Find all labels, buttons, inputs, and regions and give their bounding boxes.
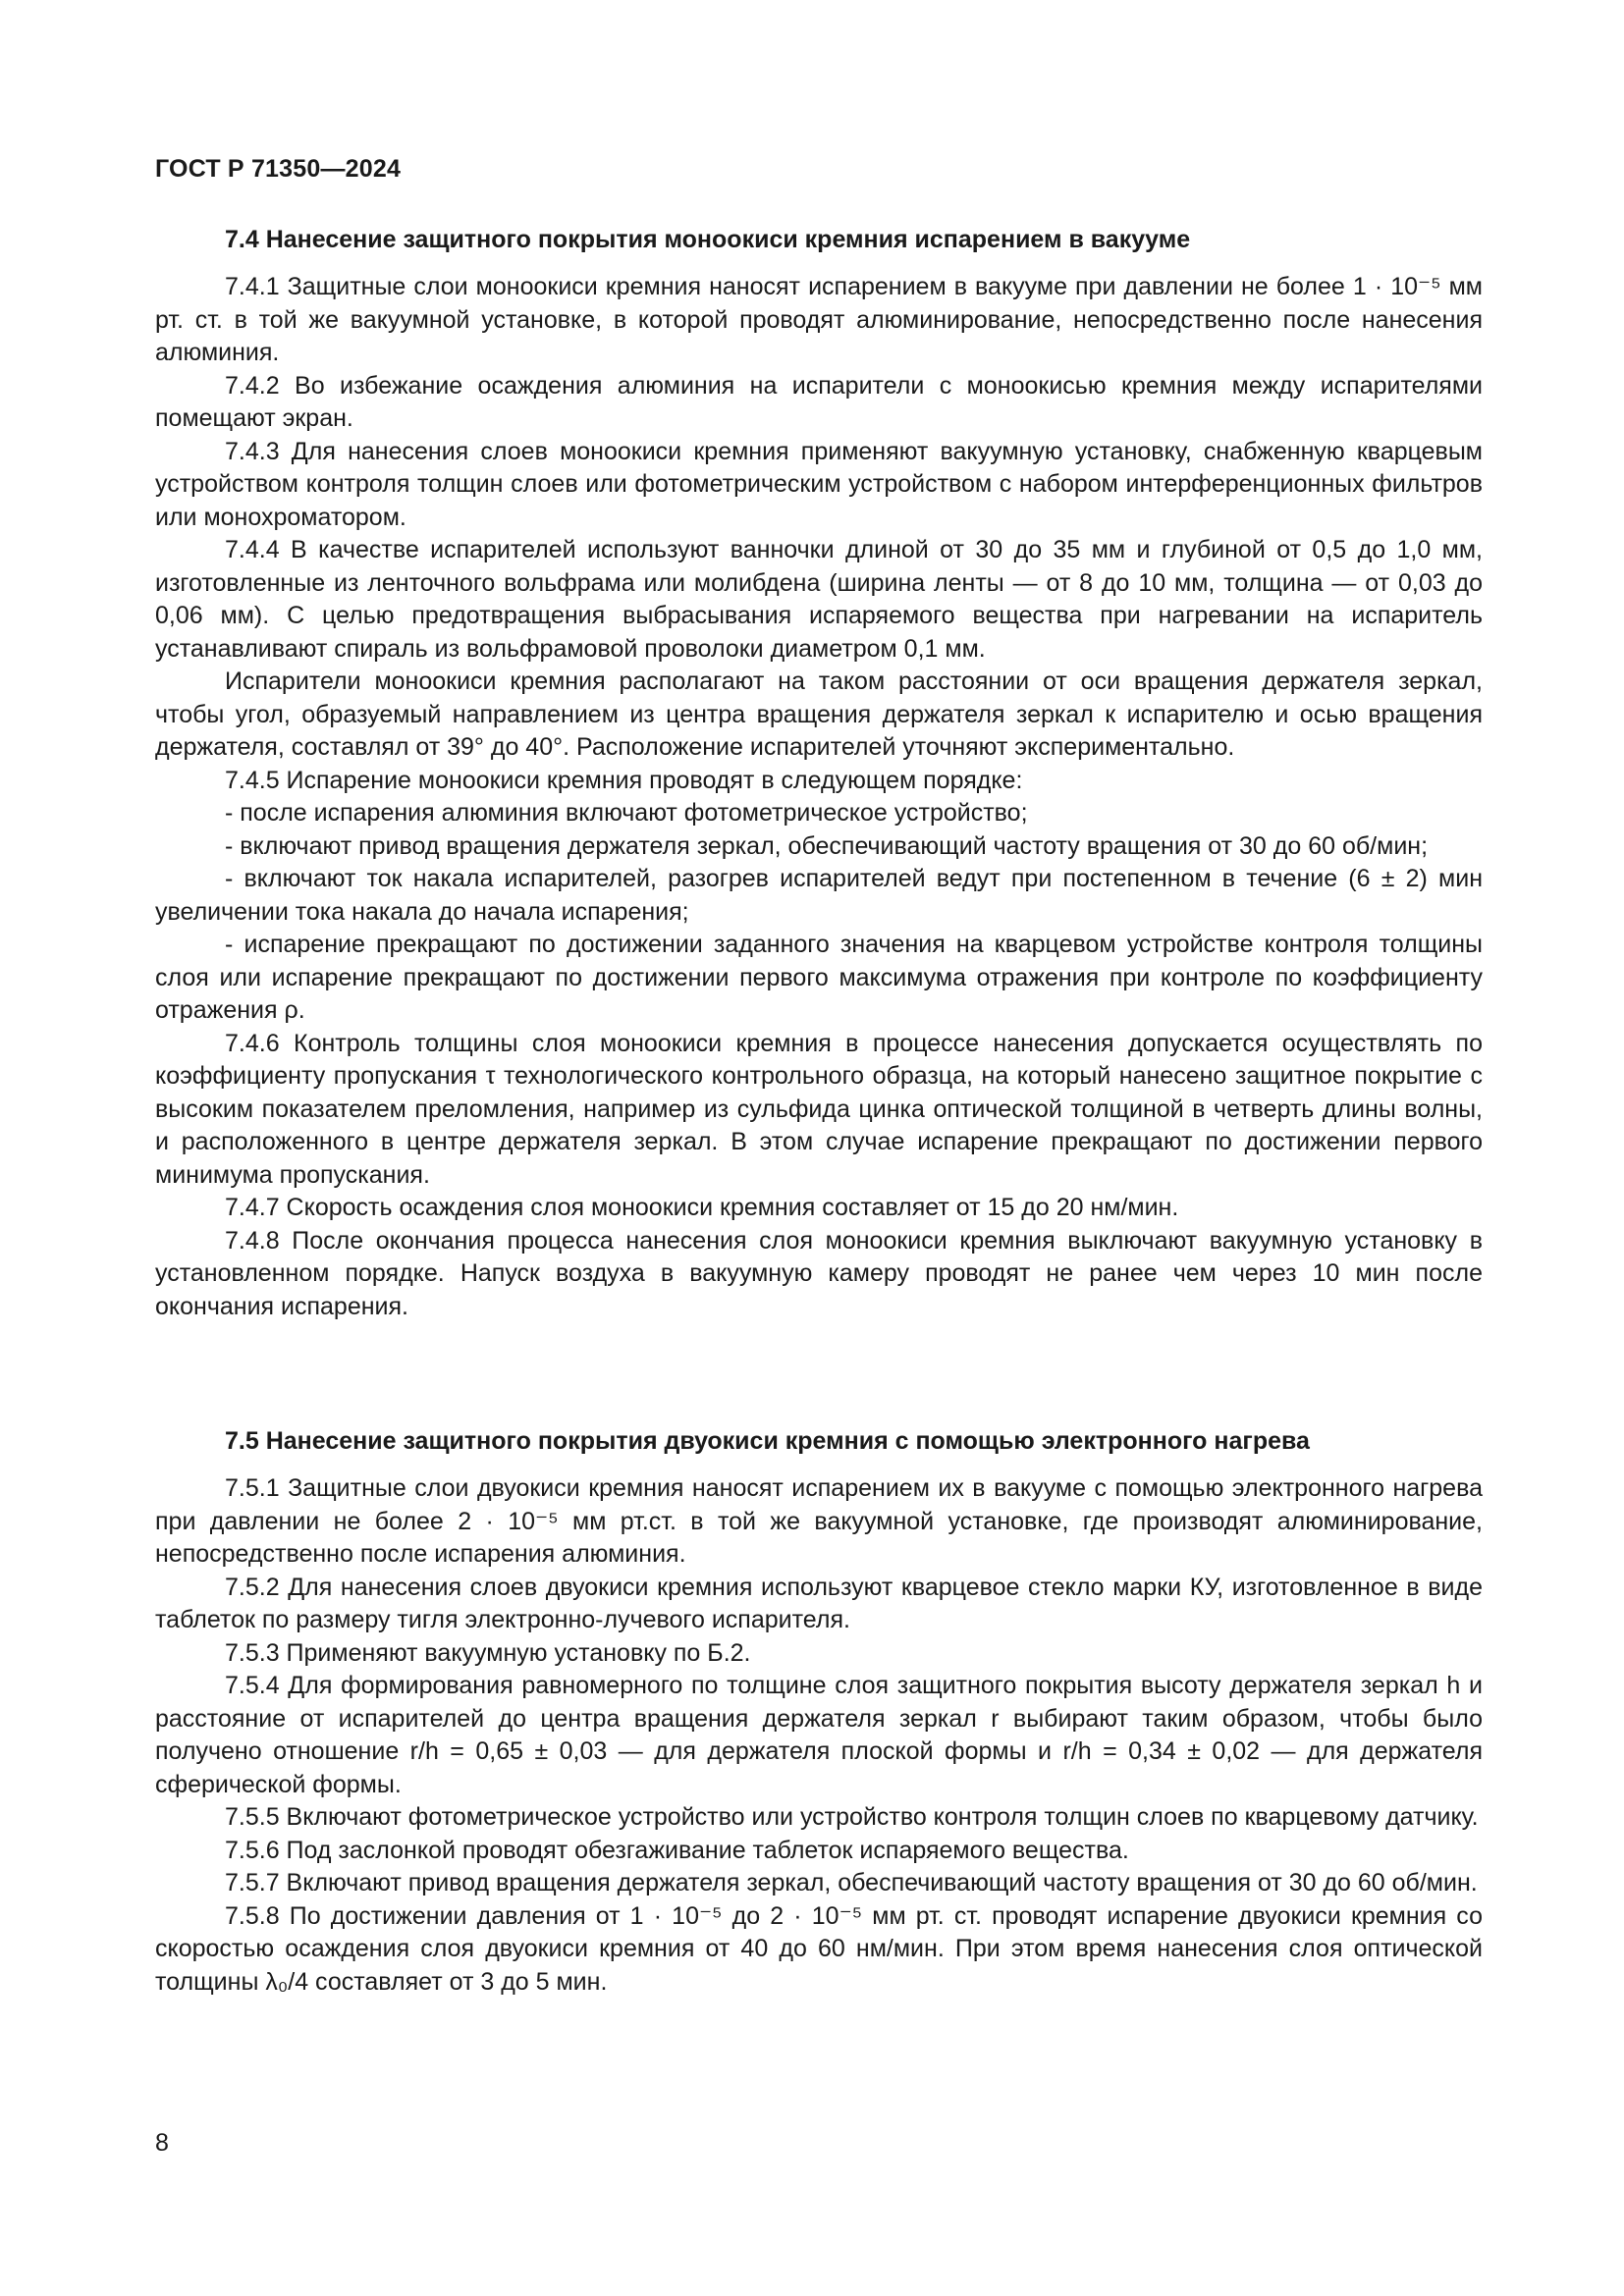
paragraph-7-4-1: 7.4.1 Защитные слои моноокиси кремния наносят испарением в вакууме при давлении не более 1 · 10⁻⁵ мм рт. ст. в той же вакуумной установке, в которой проводят алюминирование, непосредственно после нанесения алюминия. [155,273,1483,366]
paragraph-7-4-4: 7.4.4 В качестве испарителей используют ванночки длиной от 30 до 35 мм и глубиной от 0,5 до 1,0 мм, изготовленные из ленточного вольфрама или молибдена (ширина ленты — от 8 до 10 мм, толщина — от 0,03 до 0,06 мм). С целью предотвращения выбрасывания испаряемого вещества при нагревании на испаритель устанавливают спираль из вольфрамовой проволоки диаметром 0,1 мм. [155,536,1483,663]
paragraph-7-5-1: 7.5.1 Защитные слои двуокиси кремния наносят испарением их в вакууме с помощью электронного нагрева при давлении не более 2 · 10⁻⁵ мм рт.ст. в той же вакуумной установке, где производят алюминирование, непосредственно после испарения алюминия. [155,1474,1483,1568]
paragraph-7-5-4: 7.5.4 Для формирования равномерного по толщине слоя защитного покрытия высоту держателя зеркал h и расстояние от испарителей до центра вращения держателя зеркал r выбирают таким образом, чтобы было получено отношение r/h = 0,65 ± 0,03 — для держателя плоской формы и r/h = 0,34 ± 0,02 — для держателя сферической формы. [155,1672,1483,1798]
section-7-4 [155,224,1483,1323]
page-number: 8 [155,2129,169,2157]
section-7-5 [155,1425,1483,1999]
section-title: 7.4 Нанесение защитного покрытия моноокиси кремния испарением в вакууме [225,226,1191,253]
list-item: - испарение прекращают по достижении заданного значения на кварцевом устройстве контроля толщины слоя или испарение прекращают по достижении первого максимума отражения при контроле по коэффициенту отражения ρ. [155,931,1483,1024]
paragraph-7-5-3: 7.5.3 Применяют вакуумную установку по Б.2. [225,1638,751,1667]
list-item: - включают ток накала испарителей, разогрев испарителей ведут при постепенном в течение (6 ± 2) мин увеличении тока накала до начала испарения; [155,865,1483,926]
paragraph-7-4-4-cont: Испарители моноокиси кремния располагают на таком расстоянии от оси вращения держателя зеркал, чтобы угол, образуемый направлением из центра вращения держателя зеркал к испарителю и осью вращения держателя, составлял от 39° до 40°. Расположение испарителей уточняют экспериментально. [155,667,1483,761]
paragraph-7-5-8: 7.5.8 По достижении давления от 1 · 10⁻⁵ до 2 · 10⁻⁵ мм рт. ст. проводят испарение двуокиси кремния со скоростью осаждения слоя двуокиси кремния от 40 до 60 нм/мин. При этом время нанесения слоя оптической толщины λ₀/4 составляет от 3 до 5 мин. [155,1901,1483,1996]
section-title: 7.5 Нанесение защитного покрытия двуокиси кремния с помощью электронного нагрева [225,1427,1310,1455]
list-item: - после испарения алюминия включают фотометрическое устройство; [225,799,1028,827]
list-item: - включают привод вращения держателя зеркал, обеспечивающий частоту вращения от 30 до 60 об/мин; [225,831,1429,860]
paragraph-7-4-8: 7.4.8 После окончания процесса нанесения слоя моноокиси кремния выключают вакуумную установку в установленном порядке. Напуск воздуха в вакуумную камеру проводят не ранее чем через 10 мин после окончания испарения. [155,1226,1483,1320]
paragraph-7-4-3: 7.4.3 Для нанесения слоев моноокиси кремния применяют вакуумную установку, снабженную кварцевым устройством контроля толщин слоев или фотометрическим устройством с набором интерференционных фильтров или монохроматором. [155,437,1483,531]
document-header: ГОСТ Р 71350—2024 [155,155,402,183]
paragraph-7-5-5: 7.5.5 Включают фотометрическое устройство или устройство контроля толщин слоев по кварцевому датчику. [225,1803,1479,1831]
paragraph-7-4-6: 7.4.6 Контроль толщины слоя моноокиси кремния в процессе нанесения допускается осуществлять по коэффициенту пропускания τ технологического контрольного образца, на который нанесено защитное покрытие с высоким показателем преломления, например из сульфида цинка оптической толщиной в четверть длины волны, и расположенного в центре держателя зеркал. В этом случае испарение прекращают по достижении первого минимума пропускания. [155,1029,1483,1189]
paragraph-7-5-2: 7.5.2 Для нанесения слоев двуокиси кремния используют кварцевое стекло марки КУ, изготовленное в виде таблеток по размеру тигля электронно-лучевого испарителя. [155,1573,1483,1633]
paragraph-7-4-5: 7.4.5 Испарение моноокиси кремния проводят в следующем порядке: [225,766,1023,794]
paragraph-7-4-7: 7.4.7 Скорость осаждения слоя моноокиси кремния составляет от 15 до 20 нм/мин. [225,1194,1179,1221]
paragraph-7-4-2: 7.4.2 Во избежание осаждения алюминия на испарители с моноокисью кремния между испарителями помещают экран. [155,371,1483,432]
paragraph-7-5-6: 7.5.6 Под заслонкой проводят обезгаживание таблеток испаряемого вещества. [225,1836,1129,1864]
paragraph-7-5-7: 7.5.7 Включают привод вращения держателя зеркал, обеспечивающий частоту вращения от 30 до 60 об/мин. [225,1869,1478,1896]
